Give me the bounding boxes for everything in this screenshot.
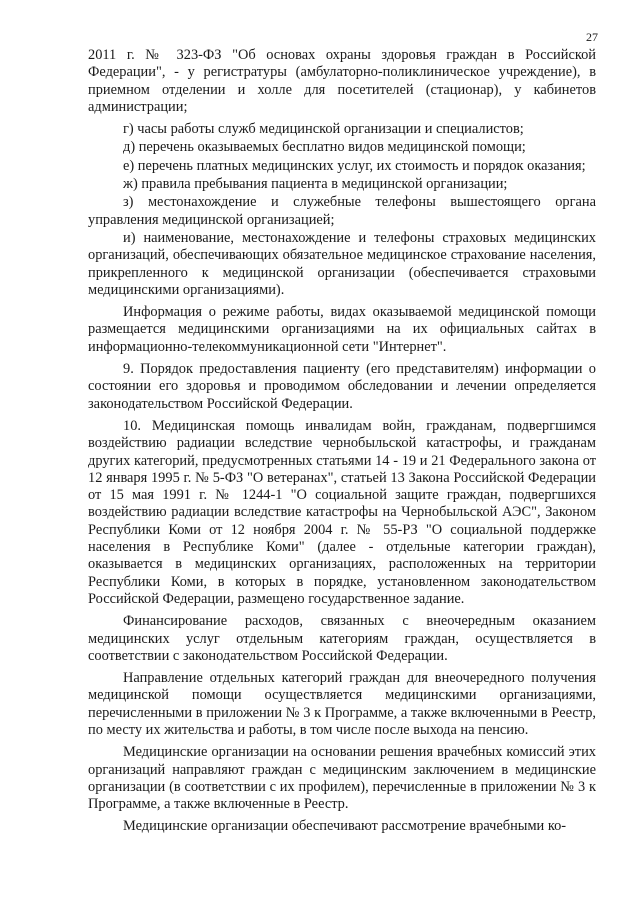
paragraph-medical-commissions: Медицинские организации на основании решения врачебных комиссий этих организаций направляют граждан с медицинским заключением в медицинские организации (в соответствии с их профилем), перечисленные в приложении № 3 к Программе, а также включенные в Реестр. xyxy=(88,744,596,813)
paragraph-item-9: 9. Порядок предоставления пациенту (его представителям) информации о состоянии его здоровья и проводимом обследовании и лечении определяется законодательством Российской Федерации. xyxy=(88,361,596,412)
page-number: 27 xyxy=(586,30,598,44)
list-item-g: г) часы работы служб медицинской организации и специалистов; xyxy=(123,121,524,138)
document-body xyxy=(88,47,596,841)
list-item-z: з) местонахождение и служебные телефоны вышестоящего органа управления медицинской организацией; xyxy=(88,194,596,228)
paragraph-referral: Направление отдельных категорий граждан для внеочередного получения медицинской помощи осуществляется медицинскими организациями, перечисленными в приложении № 3 к Программе, а также включенными в Реестр, по месту их жительства и работы, в том числе после выхода на пенсию. xyxy=(88,670,596,738)
paragraph-info-online: Информация о режиме работы, видах оказываемой медицинской помощи размещается медицинскими организациями на их официальных сайтах в информационно-телекоммуникационной сети "Интернет". xyxy=(88,304,596,355)
list-item-i: и) наименование, местонахождение и телефоны страховых медицинских организаций, обеспечивающих обязательное медицинское страхование населения, прикрепленного к медицинской организации (обеспечивается страховыми медицинскими организациями). xyxy=(88,229,596,298)
list-item-e: е) перечень платных медицинских услуг, их стоимость и порядок оказания; xyxy=(123,157,586,174)
paragraph-last-partial: Медицинские организации обеспечивают рассмотрение врачебными ко- xyxy=(123,818,567,835)
list-item-zh: ж) правила пребывания пациента в медицинской организации; xyxy=(123,176,508,193)
list-item-d: д) перечень оказываемых бесплатно видов медицинской помощи; xyxy=(123,139,526,156)
paragraph-item-10: 10. Медицинская помощь инвалидам войн, гражданам, подвергшимся воздействию радиации вследствие чернобыльской катастрофы, и гражданам других категорий, предусмотренных статьями 14 - 19 и 21 Федерального закона от 12 января 1995 г. № 5-ФЗ "О ветеранах", статьей 13 Закона Российской Федерации от 15 мая 1991 г. № 1244-1 "О социальной защите граждан, подвергшихся воздействию радиации вследствие катастрофы на Чернобыльской АЭС", Законом Республики Коми от 12 ноября 2004 г. № 55-РЗ "О социальной поддержке населения в Республике Коми" (далее - отдельные категории граждан), оказывается в медицинских организациях, расположенных на территории Республики Коми, в которых в порядке, установленном законодательством Российской Федерации, размещено государственное задание. xyxy=(88,417,596,607)
paragraph-financing: Финансирование расходов, связанных с внеочередным оказанием медицинских услуг отдельным категориям граждан, осуществляется в соответствии с законодательством Российской Федерации. xyxy=(88,613,596,664)
paragraph-continuation: 2011 г. № 323-ФЗ "Об основах охраны здоровья граждан в Российской Федерации", - у регистратуры (амбулаторно-поликлиническое учреждение), в приемном отделении и холле для посетителей (стационар), у кабинетов администрации; xyxy=(88,47,596,115)
